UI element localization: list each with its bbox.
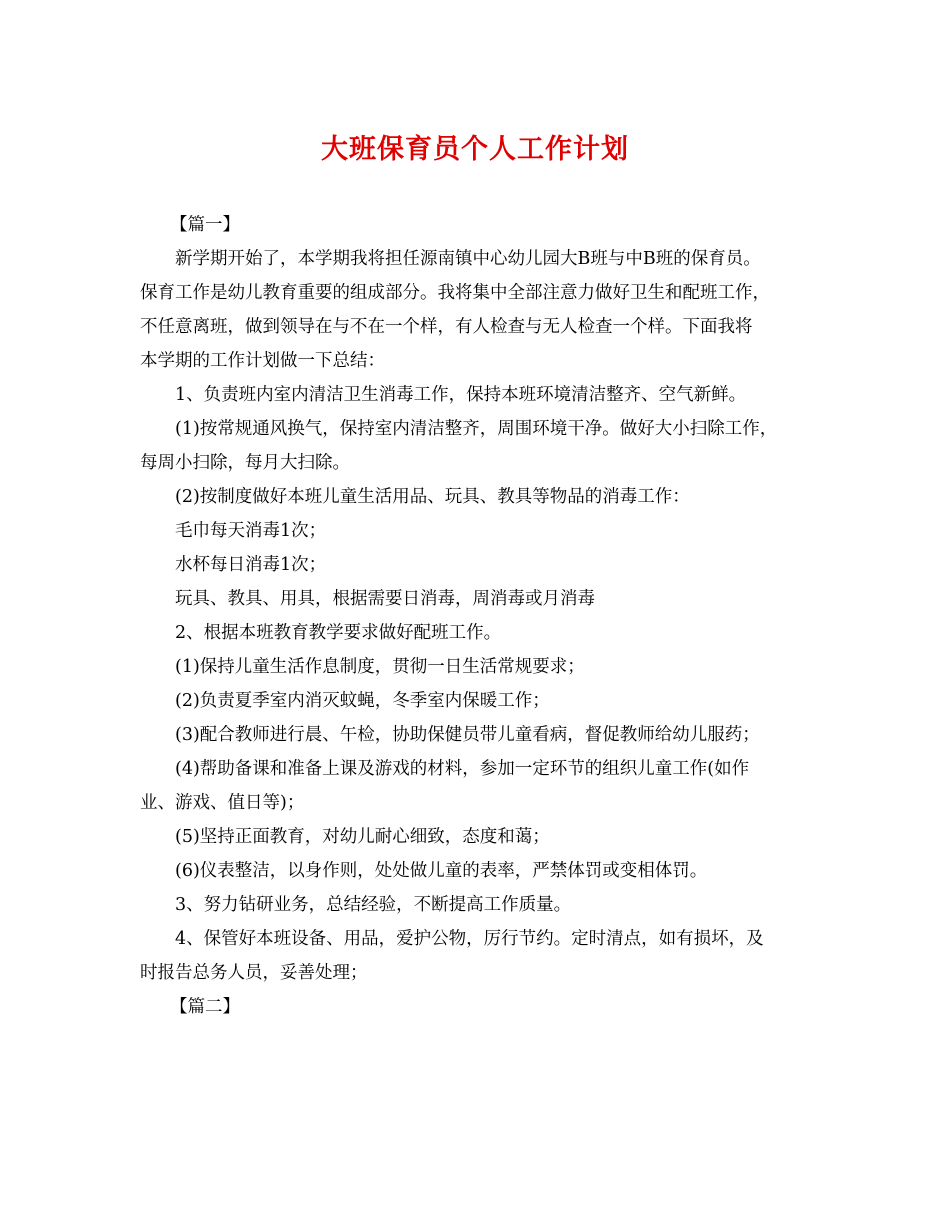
paragraph-line: (2)负责夏季室内消灭蚊蝇，冬季室内保暖工作； — [175, 691, 550, 711]
paragraph-line: 2、根据本班教育教学要求做好配班工作。 — [175, 623, 502, 643]
paragraph-line: 玩具、教具、用具，根据需要日消毒，周消毒或月消毒 — [175, 589, 595, 609]
paragraph-line: (1)保持儿童生活作息制度，贯彻一日生活常规要求； — [175, 657, 585, 677]
paragraph-line: 4、保管好本班设备、用品，爱护公物，厉行节约。定时清点，如有损坏，及 — [175, 929, 764, 949]
paragraph-line: 业、游戏、值日等)； — [140, 793, 305, 813]
paragraph-line: 不任意离班，做到领导在与不在一个样，有人检查与无人检查一个样。下面我将 — [140, 317, 753, 337]
paragraph-line: 1、负责班内室内清洁卫生消毒工作，保持本班环境清洁整齐、空气新鲜。 — [175, 385, 747, 405]
document-body — [140, 208, 810, 1024]
section-heading: 【篇一】 — [170, 215, 240, 235]
paragraph-line: (1)按常规通风换气，保持室内清洁整齐，周围环境干净。做好大小扫除工作， — [175, 419, 778, 439]
paragraph-line: 时报告总务人员，妥善处理； — [140, 963, 368, 983]
paragraph-line: (4)帮助备课和准备上课及游戏的材料，参加一定环节的组织儿童工作(如作 — [175, 759, 750, 779]
paragraph-line: 新学期开始了，本学期我将担任源南镇中心幼儿园大B班与中B班的保育员。 — [175, 249, 761, 269]
paragraph-line: 3、努力钻研业务，总结经验，不断提高工作质量。 — [175, 895, 572, 915]
paragraph-line: 每周小扫除，每月大扫除。 — [140, 453, 350, 473]
paragraph-line: (3)配合教师进行晨、午检，协助保健员带儿童看病，督促教师给幼儿服药； — [175, 725, 760, 745]
document-title: 大班保育员个人工作计划 — [321, 134, 629, 165]
paragraph-line: (2)按制度做好本班儿童生活用品、玩具、教具等物品的消毒工作： — [175, 487, 690, 507]
paragraph-line: (5)坚持正面教育，对幼儿耐心细致，态度和蔼； — [175, 827, 550, 847]
paragraph-line: (6)仪表整洁，以身作则，处处做儿童的表率，严禁体罚或变相体罚。 — [175, 861, 708, 881]
paragraph-line: 毛巾每天消毒1次； — [175, 521, 327, 541]
paragraph-line: 本学期的工作计划做一下总结： — [140, 351, 385, 371]
paragraph-line: 保育工作是幼儿教育重要的组成部分。我将集中全部注意力做好卫生和配班工作， — [140, 283, 770, 303]
section-heading: 【篇二】 — [170, 997, 240, 1017]
paragraph-line: 水杯每日消毒1次； — [175, 555, 327, 575]
